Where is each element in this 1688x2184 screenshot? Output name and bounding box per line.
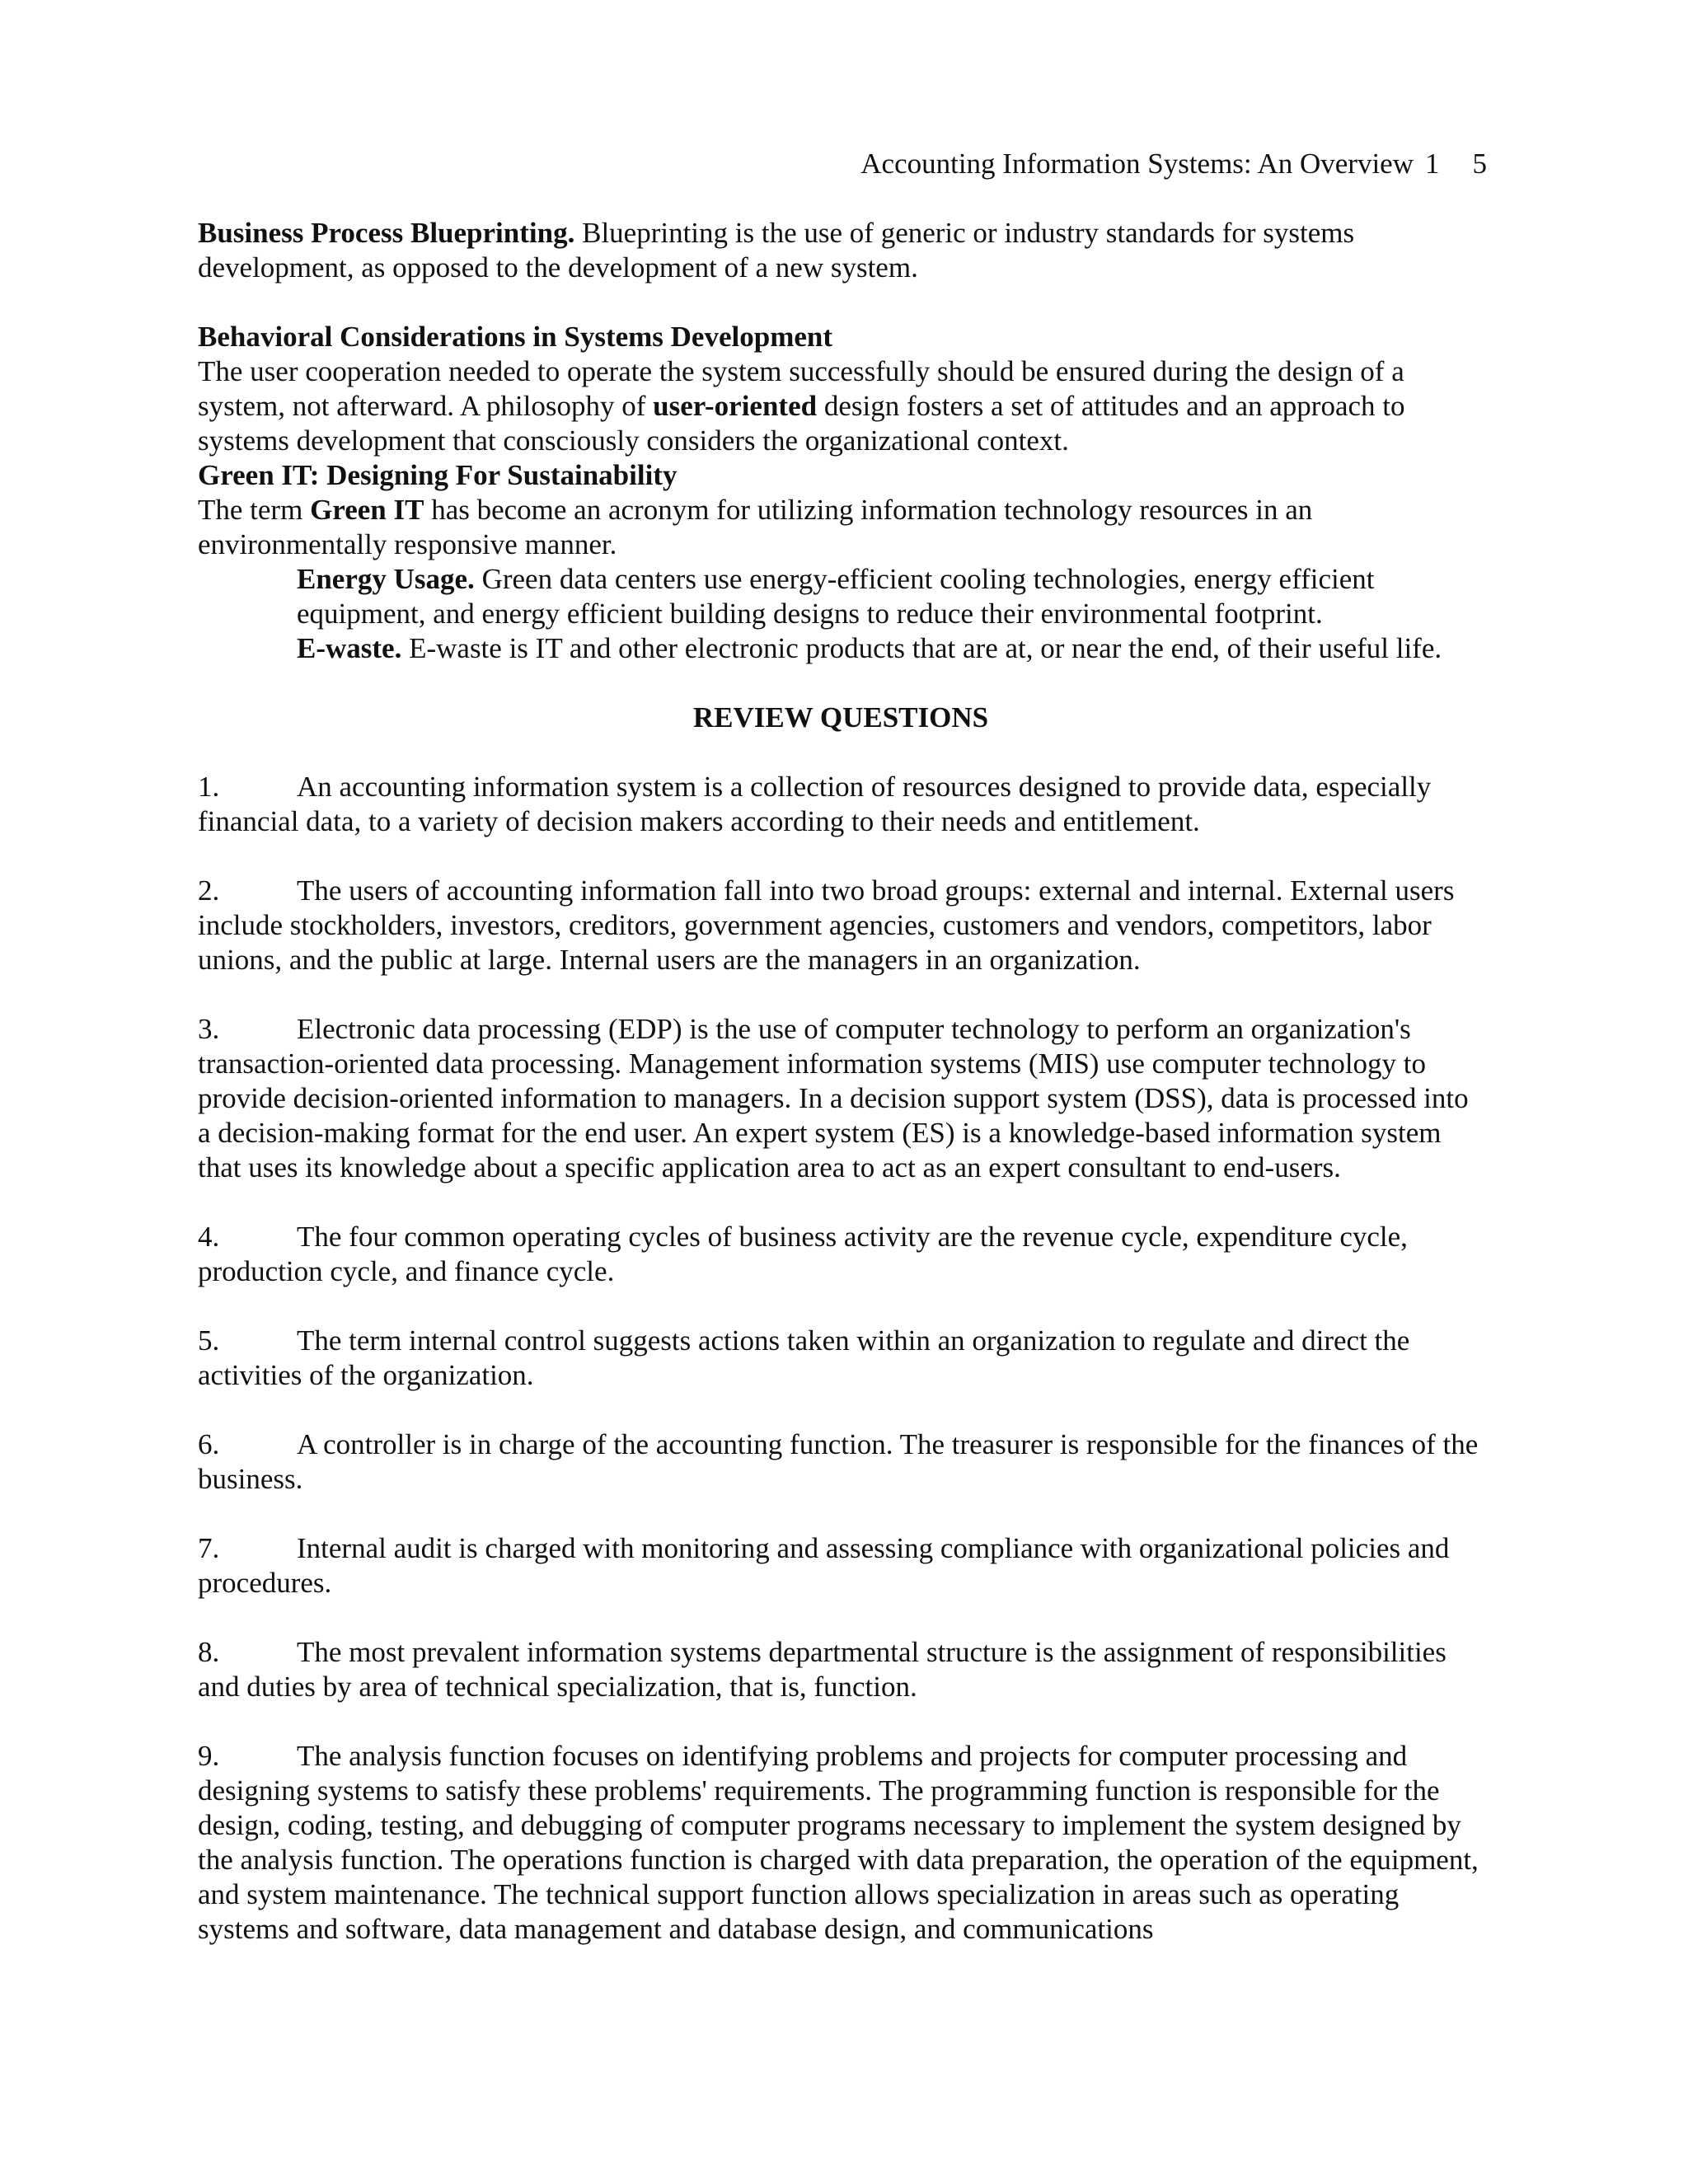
green-it-paragraph: The term Green IT has become an acronym for utilizing information technology resources in an environmentally responsive manner. bbox=[198, 494, 1313, 560]
review-questions-list bbox=[198, 770, 1484, 1947]
review-questions-heading: REVIEW QUESTIONS bbox=[692, 701, 989, 733]
review-question: 2. The users of accounting information fall into two broad groups: external and internal. External users include stockholders, investors, creditors, government agencies, customers and vendors, competitors, labor unions, and the public at large. Internal users are the managers in an organization. bbox=[198, 874, 1455, 976]
ewaste-paragraph: E-waste. E-waste is IT and other electronic products that are at, or near the end, of their useful life. bbox=[297, 632, 1442, 664]
review-question: 3. Electronic data processing (EDP) is the use of computer technology to perform an organization's transaction-oriented data processing. Management information systems (MIS) use computer technology to provide decision-oriented information to managers. In a decision support system (DSS), data is processed into a decision-making format for the end user. An expert system (ES) is a knowledge-based information system that uses its knowledge about a specific application area to act as an expert consultant to end-users. bbox=[198, 1013, 1469, 1183]
review-question: 9. The analysis function focuses on identifying problems and projects for computer processing and designing systems to satisfy these problems' requirements. The programming function is responsible for the design, coding, testing, and debugging of computer programs necessary to implement the system designed by the analysis function. The operations function is charged with data preparation, the operation of the equipment, and system maintenance. The technical support function allows specialization in areas such as operating systems and software, data management and database design, and communications bbox=[198, 1740, 1479, 1945]
blueprinting-heading: Business Process Blueprinting. bbox=[198, 217, 575, 249]
header-chapter: 1 bbox=[1425, 148, 1440, 180]
page-number: 5 bbox=[1472, 148, 1487, 180]
green-it-heading: Green IT: Designing For Sustainability bbox=[198, 459, 678, 491]
blueprinting-paragraph bbox=[198, 216, 1484, 285]
review-question: 4. The four common operating cycles of business activity are the revenue cycle, expenditure cycle, production cycle, and finance cycle. bbox=[198, 1221, 1408, 1287]
review-question: 7. Internal audit is charged with monitoring and assessing compliance with organizational policies and procedures. bbox=[198, 1532, 1450, 1599]
ewaste-heading: E-waste. bbox=[297, 632, 402, 664]
energy-usage-paragraph: Energy Usage. Green data centers use energy-efficient cooling technologies, energy efficient equipment, and energy efficient building designs to reduce their environmental footprint. bbox=[297, 563, 1375, 630]
behavioral-paragraph: The user cooperation needed to operate the system successfully should be ensured during the design of a system, not afterward. A philosophy of user-oriented design fosters a set of attitudes and an approach to systems development that consciously considers the organizational context. bbox=[198, 355, 1405, 457]
review-question: 6. A controller is in charge of the accounting function. The treasurer is responsible for the finances of the business. bbox=[198, 1428, 1479, 1495]
review-question: 5. The term internal control suggests actions taken within an organization to regulate and direct the activities of the organization. bbox=[198, 1324, 1410, 1391]
header-title: Accounting Information Systems: An Overview bbox=[860, 148, 1414, 180]
blueprinting-text: Blueprinting is the use of generic or industry standards for systems development, as opposed to the development of a new system. bbox=[198, 217, 1355, 284]
behavioral-heading: Behavioral Considerations in Systems Development bbox=[198, 321, 832, 353]
green-it-term: Green IT bbox=[310, 494, 424, 526]
user-oriented-term: user-oriented bbox=[653, 390, 818, 422]
energy-usage-heading: Energy Usage. bbox=[297, 563, 475, 595]
review-question: 8. The most prevalent information systems departmental structure is the assignment of responsibilities and duties by area of technical specialization, that is, function. bbox=[198, 1636, 1447, 1703]
running-header bbox=[0, 147, 1487, 181]
document-body bbox=[198, 216, 1484, 1947]
review-question: 1. An accounting information system is a collection of resources designed to provide data, especially financial data, to a variety of decision makers according to their needs and entitlement. bbox=[198, 771, 1432, 837]
